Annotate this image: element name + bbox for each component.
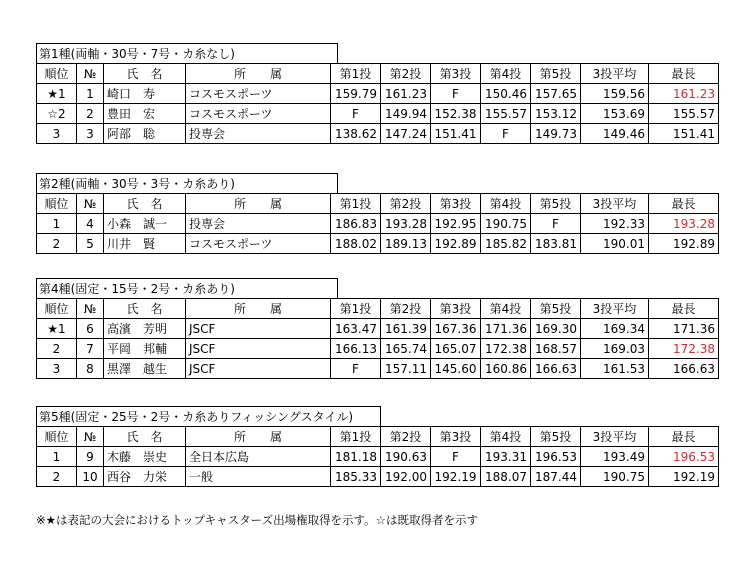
header-team: 所 属 <box>186 299 331 319</box>
cell-t1: 186.83 <box>331 214 381 234</box>
cell-team: 一般 <box>186 467 331 487</box>
cell-t2: 147.24 <box>381 124 431 144</box>
header-t1: 第1投 <box>331 64 381 84</box>
cell-no: 7 <box>77 339 104 359</box>
header-max: 最長 <box>649 64 719 84</box>
cell-t2: 190.63 <box>381 447 431 467</box>
cell-no: 6 <box>77 319 104 339</box>
header-max: 最長 <box>649 194 719 214</box>
cell-t2: 161.23 <box>381 84 431 104</box>
cell-t5: 153.12 <box>531 104 581 124</box>
cell-t1: 185.33 <box>331 467 381 487</box>
cell-t1: F <box>331 359 381 379</box>
cell-max: 155.57 <box>649 104 719 124</box>
cell-t1: 163.47 <box>331 319 381 339</box>
cell-name: 木藤 崇史 <box>104 447 186 467</box>
cell-t5: 149.73 <box>531 124 581 144</box>
cell-rank: 3 <box>37 359 77 379</box>
header-avg: 3投平均 <box>581 299 649 319</box>
header-name: 氏 名 <box>104 427 186 447</box>
cell-t4: 193.31 <box>481 447 531 467</box>
cell-t1: 188.02 <box>331 234 381 254</box>
cell-t3: 165.07 <box>431 339 481 359</box>
cell-name: 高濱 芳明 <box>104 319 186 339</box>
cell-avg: 190.75 <box>581 467 649 487</box>
cell-avg: 190.01 <box>581 234 649 254</box>
cell-team: コスモスポーツ <box>186 234 331 254</box>
header-avg: 3投平均 <box>581 427 649 447</box>
cell-t2: 161.39 <box>381 319 431 339</box>
cell-no: 8 <box>77 359 104 379</box>
table-row <box>37 359 719 379</box>
header-no: № <box>77 64 104 84</box>
header-no: № <box>77 194 104 214</box>
cell-max: 192.89 <box>649 234 719 254</box>
cell-t4: 185.82 <box>481 234 531 254</box>
header-t4: 第4投 <box>481 299 531 319</box>
header-row <box>37 299 719 319</box>
cell-t4: 155.57 <box>481 104 531 124</box>
cell-t3: F <box>431 447 481 467</box>
cell-team: 投専会 <box>186 124 331 144</box>
cell-t2: 165.74 <box>381 339 431 359</box>
cell-rank: 3 <box>37 124 77 144</box>
cell-t3: F <box>431 84 481 104</box>
cell-t1: F <box>331 104 381 124</box>
header-t1: 第1投 <box>331 427 381 447</box>
header-rank: 順位 <box>37 194 77 214</box>
header-no: № <box>77 299 104 319</box>
cell-team: JSCF <box>186 359 331 379</box>
cell-t5: 168.57 <box>531 339 581 359</box>
cell-t2: 192.00 <box>381 467 431 487</box>
header-team: 所 属 <box>186 427 331 447</box>
header-t5: 第5投 <box>531 299 581 319</box>
cell-name: 平岡 邦輔 <box>104 339 186 359</box>
header-row <box>37 64 719 84</box>
header-t1: 第1投 <box>331 194 381 214</box>
results-table <box>36 63 719 144</box>
cell-team: JSCF <box>186 319 331 339</box>
section-4 <box>36 406 718 487</box>
cell-rank: 2 <box>37 234 77 254</box>
cell-t3: 145.60 <box>431 359 481 379</box>
cell-t3: 151.41 <box>431 124 481 144</box>
header-team: 所 属 <box>186 194 331 214</box>
header-avg: 3投平均 <box>581 64 649 84</box>
table-row <box>37 214 719 234</box>
section-3 <box>36 278 718 379</box>
header-t5: 第5投 <box>531 194 581 214</box>
header-name: 氏 名 <box>104 64 186 84</box>
table-row <box>37 467 719 487</box>
cell-name: 小森 誠一 <box>104 214 186 234</box>
cell-avg: 192.33 <box>581 214 649 234</box>
header-t3: 第3投 <box>431 64 481 84</box>
cell-rank: 2 <box>37 467 77 487</box>
cell-max: 193.28 <box>649 214 719 234</box>
section-title: 第5種(固定・25号・2号・カ糸ありフィッシングスタイル) <box>36 406 381 426</box>
header-t4: 第4投 <box>481 427 531 447</box>
header-rank: 順位 <box>37 299 77 319</box>
cell-name: 西谷 力栄 <box>104 467 186 487</box>
cell-avg: 149.46 <box>581 124 649 144</box>
header-t1: 第1投 <box>331 299 381 319</box>
section-2 <box>36 173 718 254</box>
cell-t4: 190.75 <box>481 214 531 234</box>
cell-t5: 183.81 <box>531 234 581 254</box>
cell-t5: 166.63 <box>531 359 581 379</box>
results-table <box>36 298 719 379</box>
header-t4: 第4投 <box>481 194 531 214</box>
cell-no: 3 <box>77 124 104 144</box>
table-row <box>37 339 719 359</box>
cell-t3: 152.38 <box>431 104 481 124</box>
table-row <box>37 84 719 104</box>
header-max: 最長 <box>649 299 719 319</box>
cell-t2: 193.28 <box>381 214 431 234</box>
footnote: ※★は表記の大会におけるトップキャスターズ出場権取得を示す。☆は既取得者を示す <box>36 513 478 527</box>
cell-no: 1 <box>77 84 104 104</box>
cell-max: 171.36 <box>649 319 719 339</box>
cell-t2: 157.11 <box>381 359 431 379</box>
cell-rank: 1 <box>37 214 77 234</box>
section-title: 第4種(固定・15号・2号・カ糸あり) <box>36 278 338 298</box>
cell-team: 全日本広島 <box>186 447 331 467</box>
cell-avg: 169.03 <box>581 339 649 359</box>
cell-t2: 189.13 <box>381 234 431 254</box>
cell-t3: 192.89 <box>431 234 481 254</box>
header-t2: 第2投 <box>381 299 431 319</box>
cell-t5: F <box>531 214 581 234</box>
header-team: 所 属 <box>186 64 331 84</box>
table-row <box>37 234 719 254</box>
header-name: 氏 名 <box>104 194 186 214</box>
cell-t4: 150.46 <box>481 84 531 104</box>
cell-max: 161.23 <box>649 84 719 104</box>
section-title: 第1種(両軸・30号・7号・カ糸なし) <box>36 43 338 63</box>
header-t2: 第2投 <box>381 427 431 447</box>
cell-name: 豊田 宏 <box>104 104 186 124</box>
section-1 <box>36 43 718 144</box>
cell-t4: 171.36 <box>481 319 531 339</box>
cell-name: 黒澤 越生 <box>104 359 186 379</box>
cell-t1: 138.62 <box>331 124 381 144</box>
cell-team: コスモスポーツ <box>186 84 331 104</box>
cell-rank: ☆2 <box>37 104 77 124</box>
cell-name: 崎口 寿 <box>104 84 186 104</box>
table-row <box>37 104 719 124</box>
cell-no: 5 <box>77 234 104 254</box>
cell-rank: ★1 <box>37 84 77 104</box>
cell-avg: 169.34 <box>581 319 649 339</box>
cell-max: 151.41 <box>649 124 719 144</box>
header-t3: 第3投 <box>431 427 481 447</box>
cell-t4: 172.38 <box>481 339 531 359</box>
cell-t3: 192.95 <box>431 214 481 234</box>
header-max: 最長 <box>649 427 719 447</box>
header-t5: 第5投 <box>531 427 581 447</box>
header-t3: 第3投 <box>431 299 481 319</box>
table-row <box>37 124 719 144</box>
cell-avg: 161.53 <box>581 359 649 379</box>
cell-no: 2 <box>77 104 104 124</box>
cell-team: JSCF <box>186 339 331 359</box>
cell-t5: 169.30 <box>531 319 581 339</box>
header-no: № <box>77 427 104 447</box>
cell-no: 4 <box>77 214 104 234</box>
cell-name: 阿部 聡 <box>104 124 186 144</box>
cell-no: 9 <box>77 447 104 467</box>
header-t4: 第4投 <box>481 64 531 84</box>
cell-team: コスモスポーツ <box>186 104 331 124</box>
cell-max: 196.53 <box>649 447 719 467</box>
cell-team: 投専会 <box>186 214 331 234</box>
cell-max: 172.38 <box>649 339 719 359</box>
cell-t1: 159.79 <box>331 84 381 104</box>
cell-avg: 153.69 <box>581 104 649 124</box>
cell-t4: F <box>481 124 531 144</box>
cell-rank: ★1 <box>37 319 77 339</box>
cell-t4: 160.86 <box>481 359 531 379</box>
cell-t4: 188.07 <box>481 467 531 487</box>
section-title: 第2種(両軸・30号・3号・カ糸あり) <box>36 173 338 193</box>
header-rank: 順位 <box>37 427 77 447</box>
header-row <box>37 427 719 447</box>
cell-t3: 167.36 <box>431 319 481 339</box>
cell-t5: 196.53 <box>531 447 581 467</box>
table-row <box>37 447 719 467</box>
results-table <box>36 193 719 254</box>
cell-t2: 149.94 <box>381 104 431 124</box>
table-row <box>37 319 719 339</box>
header-name: 氏 名 <box>104 299 186 319</box>
header-t2: 第2投 <box>381 194 431 214</box>
cell-max: 192.19 <box>649 467 719 487</box>
header-t5: 第5投 <box>531 64 581 84</box>
results-table <box>36 426 719 487</box>
cell-avg: 193.49 <box>581 447 649 467</box>
cell-rank: 2 <box>37 339 77 359</box>
cell-rank: 1 <box>37 447 77 467</box>
cell-t5: 187.44 <box>531 467 581 487</box>
header-t3: 第3投 <box>431 194 481 214</box>
cell-avg: 159.56 <box>581 84 649 104</box>
header-row <box>37 194 719 214</box>
cell-t5: 157.65 <box>531 84 581 104</box>
header-t2: 第2投 <box>381 64 431 84</box>
cell-no: 10 <box>77 467 104 487</box>
cell-name: 川井 賢 <box>104 234 186 254</box>
cell-t1: 166.13 <box>331 339 381 359</box>
cell-t3: 192.19 <box>431 467 481 487</box>
cell-max: 166.63 <box>649 359 719 379</box>
header-avg: 3投平均 <box>581 194 649 214</box>
cell-t1: 181.18 <box>331 447 381 467</box>
header-rank: 順位 <box>37 64 77 84</box>
